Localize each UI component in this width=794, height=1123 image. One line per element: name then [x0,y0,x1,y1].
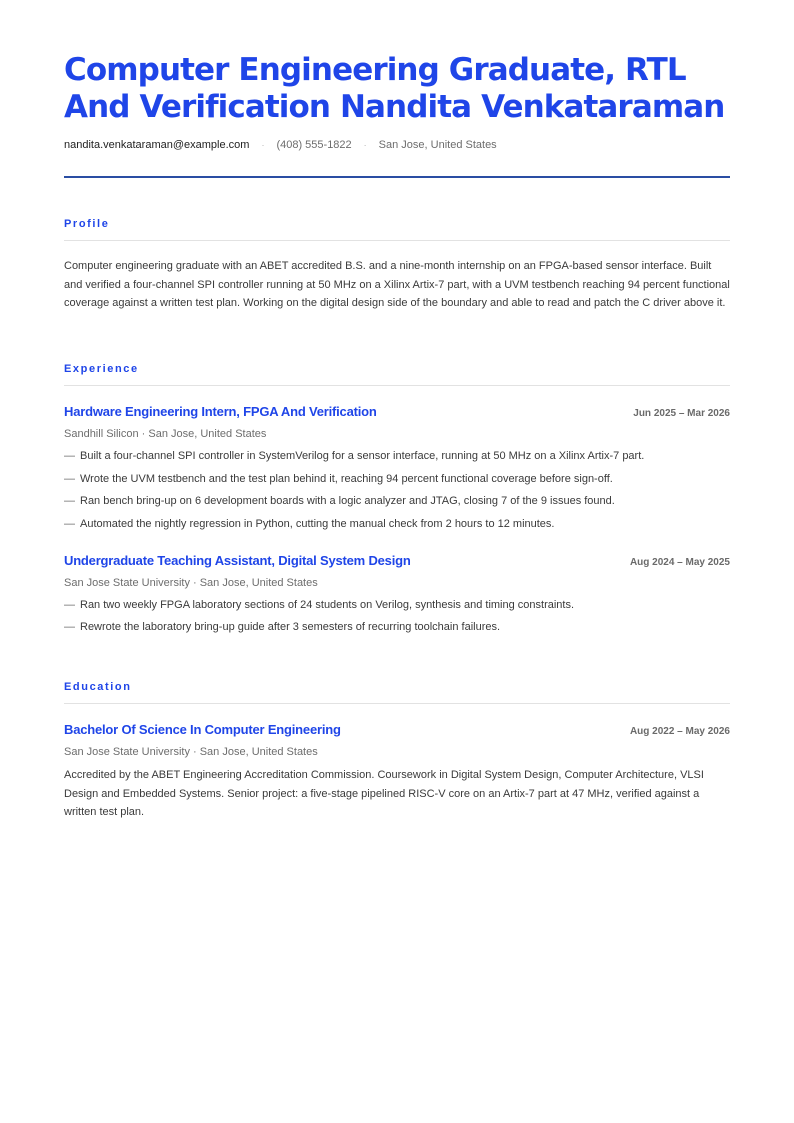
entry-header [64,722,730,737]
resume-header [64,52,730,152]
email-text: nandita.venkataraman@example.com [64,139,250,151]
job-organization: Sandhill Silicon · San Jose, United States [64,428,267,440]
bullet-text: Automated the nightly regression in Python, cutting the manual check from 2 hours to 12 minutes. [80,517,555,530]
job-title: Hardware Engineering Intern, FPGA And Verification [64,404,377,419]
separator-dot: · [363,140,367,150]
contact-line [64,138,730,152]
separator-dot: · [261,140,265,150]
page-title: Computer Engineering Graduate, RTL And Verification Nandita Venkataraman [64,52,725,125]
experience-entry [64,404,730,531]
section-heading-profile: Profile [64,218,110,230]
bullet-dash: — [64,450,75,462]
bullet-text: Ran two weekly FPGA laboratory sections of 24 students on Verilog, synthesis and timing constraints. [80,598,575,611]
education-section [64,680,730,822]
section-divider [64,703,730,704]
job-organization: San Jose State University · San Jose, United States [64,576,318,589]
list-item [64,620,730,634]
section-divider [64,385,730,386]
profile-summary: Computer engineering graduate with an ABET accredited B.S. and a nine-month internship on an FPGA-based sensor interface. Built and verified a four-channel SPI controller running at 50 MHz on a Xilinx Artix-7 part, with a UVM testbench reaching 94 percent functional coverage against a written test plan. Working on the digital design side of the boundary and able to read and patch the C driver above it. [64,260,730,309]
section-divider [64,240,730,241]
section-heading-experience: Experience [64,363,139,375]
list-item [64,449,730,463]
degree-title: Bachelor Of Science In Computer Engineering [64,722,341,737]
location-text: San Jose, United States [378,139,497,151]
header-divider [64,176,730,178]
phone-text: (408) 555-1822 [276,139,352,151]
list-item [64,472,730,486]
job-dates: Aug 2024 – May 2025 [629,556,730,568]
experience-section [64,362,730,643]
education-entry [64,722,730,822]
degree-dates: Aug 2022 – May 2026 [629,726,730,737]
bullet-text: Ran bench bring-up on 6 development boards with a logic analyzer and JTAG, closing 7 of the 9 issues found. [80,495,615,507]
bullet-dash: — [64,472,75,485]
bullet-text: Wrote the UVM testbench and the test plan behind it, reaching 94 percent functional coverage before sign-off. [80,472,613,485]
bullet-text: Rewrote the laboratory bring-up guide after 3 semesters of recurring toolchain failures. [80,621,501,633]
experience-entry [64,553,730,635]
section-heading-education: Education [64,681,132,693]
list-item [64,598,730,612]
bullet-dash: — [64,598,75,611]
entry-header [64,404,730,419]
list-item [64,494,730,508]
school-organization: San Jose State University · San Jose, United States [64,746,318,758]
job-title: Undergraduate Teaching Assistant, Digital System Design [64,552,411,568]
job-dates: Jun 2025 – Mar 2026 [633,408,730,419]
bullet-dash: — [64,495,75,507]
entry-header [64,553,730,568]
job-bullets [64,449,730,531]
bullet-dash: — [64,621,75,633]
bullet-dash: — [64,517,75,530]
bullet-text: Built a four-channel SPI controller in SystemVerilog for a sensor interface, running at 50 MHz on a Xilinx Artix-7 part. [80,450,645,462]
profile-section [64,217,730,313]
degree-description: Accredited by the ABET Engineering Accreditation Commission. Coursework in Digital System Design, Computer Architecture, VLSI Design and Embedded Systems. Senior project: a five-stage pipelined RISC-V core on an Artix-7 part at 47 MHz, verified against a written test plan. [64,769,704,818]
list-item [64,517,730,531]
job-bullets [64,598,730,635]
